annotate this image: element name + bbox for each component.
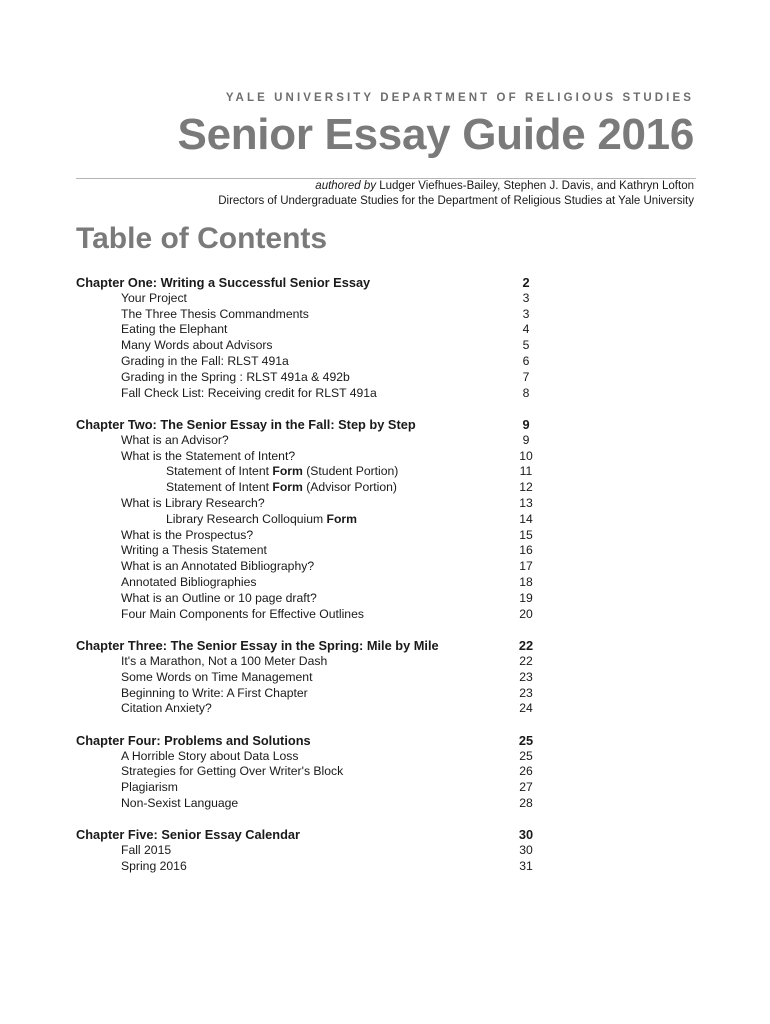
toc-chapter-row[interactable] — [76, 733, 546, 749]
entry-title — [166, 464, 398, 480]
entry-title-pre: Grading in the Spring : RLST 491a & 492b — [121, 369, 350, 384]
entry-title-pre: It's a Marathon, Not a 100 Meter Dash — [121, 653, 328, 668]
entry-title-pre: What is the Prospectus? — [121, 527, 254, 542]
toc-heading: Table of Contents — [76, 222, 328, 255]
table-of-contents — [76, 275, 546, 875]
toc-entry-row[interactable] — [76, 370, 546, 386]
toc-entry-row[interactable] — [76, 701, 546, 717]
page-number: 3 — [522, 306, 530, 321]
page-number: 13 — [519, 496, 533, 511]
entry-title-pre: Some Words on Time Management — [121, 669, 313, 684]
page-number: 9 — [522, 417, 530, 433]
document-title: Senior Essay Guide 2016 — [177, 110, 694, 159]
toc-entry-row[interactable] — [76, 338, 546, 354]
entry-title-pre: Annotated Bibliographies — [121, 575, 257, 590]
entry-title — [121, 449, 295, 465]
entry-title-emph: Form — [272, 480, 303, 495]
title-divider — [76, 178, 696, 179]
entry-title — [121, 496, 265, 512]
authors: Ludger Viefhues-Bailey, Stephen J. Davis, and Kathryn Lofton — [376, 180, 694, 192]
entry-title — [121, 764, 343, 780]
entry-title-pre: Non-Sexist Language — [121, 795, 239, 810]
page-number: 22 — [519, 653, 533, 668]
department-name: YALE UNIVERSITY DEPARTMENT OF RELIGIOUS STUDIES — [225, 92, 694, 104]
entry-title — [121, 749, 299, 765]
entry-title — [121, 528, 253, 544]
page-number: 27 — [519, 780, 533, 795]
entry-title-pre: Fall Check List: Receiving credit for RLST 491a — [121, 385, 377, 400]
entry-title-pre: Many Words about Advisors — [121, 338, 273, 353]
entry-title — [121, 370, 350, 386]
entry-title — [121, 796, 238, 812]
entry-title — [121, 607, 364, 623]
entry-title-emph: Form — [326, 511, 358, 526]
page-number: 30 — [519, 843, 533, 858]
chapter-spacer — [76, 401, 546, 417]
toc-entry-row[interactable] — [76, 607, 546, 623]
entry-title — [121, 701, 212, 717]
toc-entry-row[interactable] — [76, 780, 546, 796]
entry-title — [166, 480, 397, 496]
entry-title — [121, 354, 289, 370]
entry-title-pre: Statement of Intent — [166, 480, 273, 495]
entry-title-pre: Statement of Intent — [166, 464, 273, 479]
toc-entry-row[interactable] — [76, 575, 546, 591]
page-number: 18 — [519, 575, 533, 590]
entry-title-pre: Grading in the Fall: RLST 491a — [121, 353, 289, 368]
entry-title-emph: Form — [272, 464, 303, 479]
entry-title-pre: What is an Annotated Bibliography? — [121, 559, 315, 574]
page-number: 4 — [522, 322, 530, 337]
entry-title — [121, 686, 308, 702]
entry-title — [121, 780, 178, 796]
page-number: 14 — [519, 511, 533, 526]
toc-entry-row[interactable] — [76, 559, 546, 575]
page-number: 12 — [519, 480, 533, 495]
entry-title — [121, 386, 377, 402]
page-number: 24 — [519, 701, 533, 716]
toc-entry-row[interactable] — [76, 749, 546, 765]
entry-title-pre: The Three Thesis Commandments — [121, 306, 309, 321]
byline — [315, 180, 694, 192]
toc-entry-row[interactable] — [76, 291, 546, 307]
entry-title-pre: Strategies for Getting Over Writer's Block — [121, 764, 344, 779]
entry-title — [121, 322, 227, 338]
toc-entry-row[interactable] — [76, 686, 546, 702]
entry-title — [121, 291, 187, 307]
toc-entry-row[interactable] — [76, 859, 546, 875]
entry-title-post: (Student Portion) — [302, 464, 399, 479]
entry-title — [121, 433, 229, 449]
entry-title — [121, 575, 257, 591]
page-number: 31 — [519, 859, 533, 874]
toc-entry-row[interactable] — [76, 796, 546, 812]
page-number: 23 — [519, 669, 533, 684]
toc-entry-row[interactable] — [76, 449, 546, 465]
toc-entry-row[interactable] — [76, 543, 546, 559]
toc-entry-row[interactable] — [76, 433, 546, 449]
page-number: 15 — [519, 527, 533, 542]
page-number: 6 — [522, 353, 530, 368]
toc-entry-row[interactable] — [76, 512, 546, 528]
entry-title-pre: What is an Outline or 10 page draft? — [121, 590, 317, 605]
page-number: 30 — [518, 827, 534, 843]
entry-title — [166, 512, 357, 528]
page-number: 7 — [522, 369, 530, 384]
entry-title — [121, 543, 267, 559]
toc-entry-row[interactable] — [76, 528, 546, 544]
page-number: 26 — [519, 764, 533, 779]
entry-title-pre: A Horrible Story about Data Loss — [121, 748, 299, 763]
entry-title-pre: Eating the Elephant — [121, 322, 228, 337]
page-number: 10 — [519, 448, 533, 463]
page-number: 20 — [519, 606, 533, 621]
toc-entry-row[interactable] — [76, 764, 546, 780]
toc-chapter-row[interactable] — [76, 417, 546, 433]
chapter-title: Chapter Two: The Senior Essay in the Fall: Step by Step — [76, 417, 416, 433]
toc-entry-row[interactable] — [76, 464, 546, 480]
page-number: 25 — [518, 732, 534, 748]
entry-title-pre: Plagiarism — [121, 780, 178, 795]
chapter-spacer — [76, 812, 546, 828]
chapter-spacer — [76, 622, 546, 638]
authored-by-label: authored by — [315, 180, 377, 192]
page-number: 2 — [522, 275, 530, 290]
entry-title-pre: Fall 2015 — [121, 843, 172, 858]
toc-chapter-row[interactable] — [76, 275, 546, 291]
entry-title — [121, 559, 314, 575]
entry-title-pre: What is Library Research? — [121, 496, 265, 511]
toc-entry-row[interactable] — [76, 307, 546, 323]
entry-title-pre: What is the Statement of Intent? — [121, 448, 296, 463]
page-number: 25 — [519, 748, 533, 763]
chapter-title: Chapter Five: Senior Essay Calendar — [76, 827, 301, 843]
chapter-title: Chapter Three: The Senior Essay in the Spring: Mile by Mile — [76, 638, 439, 654]
page-number: 22 — [518, 638, 534, 654]
toc-entry-row[interactable] — [76, 654, 546, 670]
page-number: 16 — [519, 543, 533, 558]
entry-title-pre: Beginning to Write: A First Chapter — [121, 685, 308, 700]
entry-title — [121, 307, 309, 323]
page-number: 11 — [519, 464, 533, 479]
entry-title — [121, 859, 187, 875]
entry-title — [121, 338, 273, 354]
entry-title — [121, 670, 312, 686]
page-number: 9 — [522, 432, 530, 447]
entry-title-pre: Citation Anxiety? — [121, 701, 212, 716]
page-number: 28 — [519, 795, 533, 810]
chapter-title: Chapter Four: Problems and Solutions — [76, 732, 311, 748]
entry-title-post: (Advisor Portion) — [302, 480, 397, 495]
entry-title-pre: What is an Advisor? — [121, 432, 229, 447]
page-number: 8 — [522, 385, 530, 400]
page-number: 5 — [522, 338, 530, 353]
entry-title — [121, 654, 327, 670]
toc-chapter-row[interactable] — [76, 827, 546, 843]
entry-title-pre: Library Research Colloquium — [166, 511, 327, 526]
page-number: 17 — [519, 559, 533, 574]
toc-entry-row[interactable] — [76, 386, 546, 402]
chapter-spacer — [76, 717, 546, 733]
toc-chapter-row[interactable] — [76, 638, 546, 654]
toc-entry-row[interactable] — [76, 496, 546, 512]
entry-title — [121, 591, 317, 607]
entry-title-pre: Four Main Components for Effective Outlines — [121, 606, 364, 621]
page-number: 3 — [522, 290, 530, 305]
toc-entry-row[interactable] — [76, 591, 546, 607]
toc-entry-row[interactable] — [76, 843, 546, 859]
toc-entry-row[interactable] — [76, 480, 546, 496]
entry-title — [121, 843, 171, 859]
entry-title-pre: Your Project — [121, 290, 187, 305]
page-number: 23 — [519, 685, 533, 700]
page-number: 19 — [519, 590, 533, 605]
toc-entry-row[interactable] — [76, 354, 546, 370]
directors-line: Directors of Undergraduate Studies for the Department of Religious Studies at Yale University — [218, 195, 694, 207]
entry-title-pre: Spring 2016 — [121, 859, 187, 874]
toc-entry-row[interactable] — [76, 322, 546, 338]
entry-title-pre: Writing a Thesis Statement — [121, 543, 267, 558]
toc-entry-row[interactable] — [76, 670, 546, 686]
chapter-title: Chapter One: Writing a Successful Senior Essay — [76, 275, 371, 290]
